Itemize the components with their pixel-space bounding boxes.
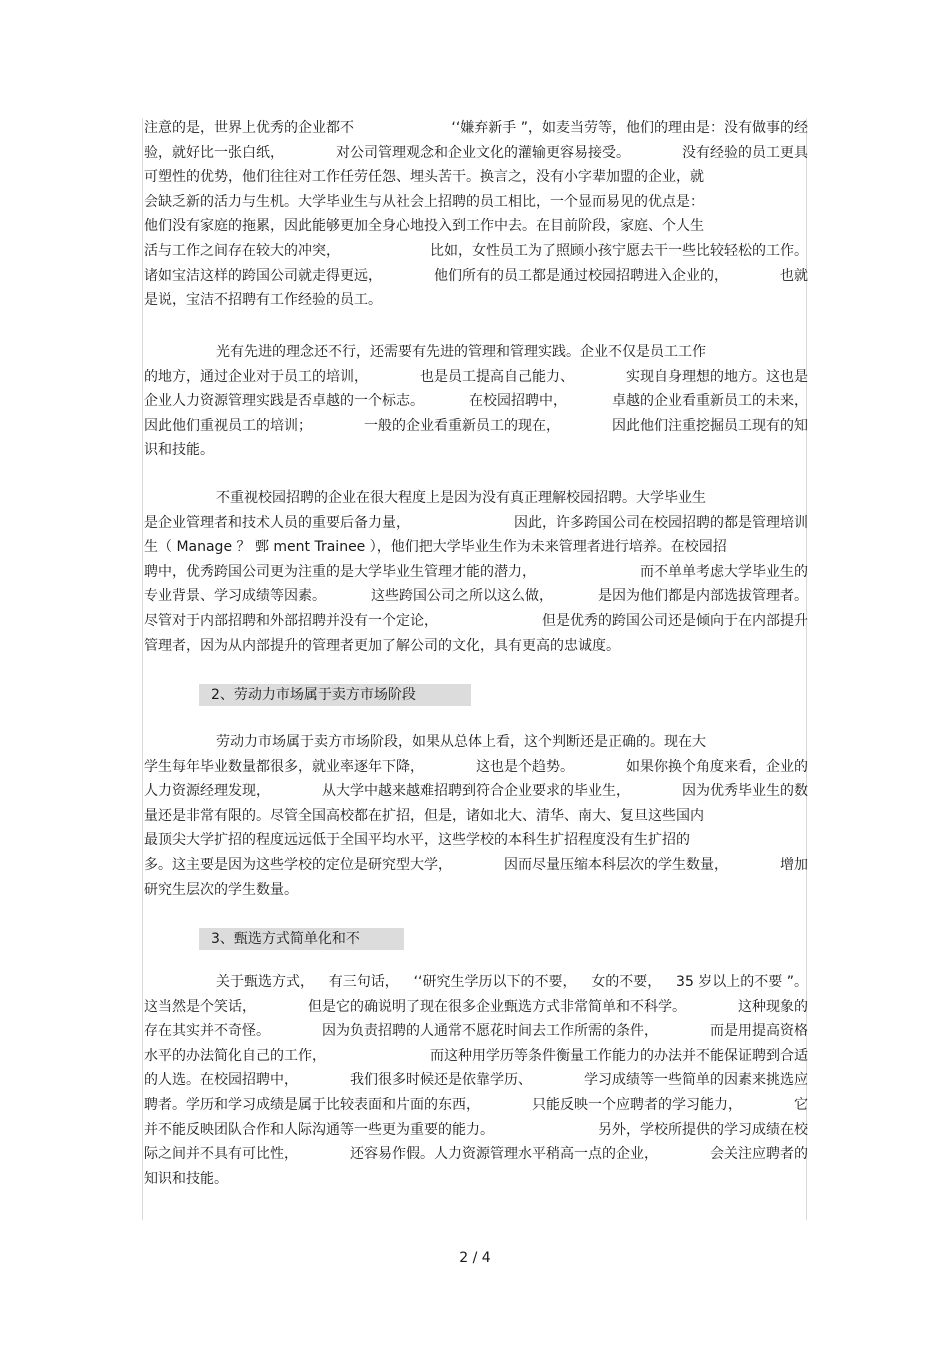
paragraph-line (144, 1167, 808, 1191)
section-heading: 3、甄选方式简单化和不 (199, 928, 404, 950)
text-segment: 这种现象的 (738, 998, 808, 1015)
text-segment: 他们所有的员工都是通过校园招聘进入企业的， (434, 267, 728, 284)
text-segment: 尽管对于内部招聘和外部招聘并没有一个定论， (144, 613, 438, 629)
paragraph-line (144, 1044, 808, 1068)
text-segment: 并不能反映团队合作和人际沟通等一些更为重要的能力。 (144, 1121, 494, 1138)
text-segment: 识和技能。 (144, 442, 214, 459)
text-segment: 是说，宝洁不招聘有工作经验的员工。 (144, 292, 382, 309)
text-segment: 学习成绩等一些简单的因素来挑选应 (584, 1072, 808, 1089)
paragraph-line (144, 609, 808, 633)
text-segment: 35 岁以上的不要 ”。 (676, 974, 808, 990)
paragraph-line (144, 1093, 808, 1117)
text-segment: 的人选。在校园招聘中， (144, 1072, 298, 1089)
text-segment: 他们没有家庭的拖累，因此能够更加全身心地投入到工作中去。在目前阶段，家庭、个人生 (144, 218, 704, 235)
text-segment: 学生每年毕业数量都很多，就业率逐年下降， (144, 758, 424, 775)
text-segment: 最顶尖大学扩招的程度远远低于全国平均水平，这些学校的本科生扩招程度没有生扩招的 (144, 832, 690, 849)
text-segment: 这也是个趋势。 (476, 758, 574, 775)
text-segment: 一般的企业看重新员工的现在， (364, 417, 560, 434)
text-segment: 还容易作假。人力资源管理水平稍高一点的企业， (350, 1146, 658, 1163)
text-segment: 因此他们注重挖掘员工现有的知 (612, 417, 808, 434)
text-segment: 可塑性的优势，他们往往对工作任劳任怨、埋头苦干。换言之，没有小字辈加盟的企业，就 (144, 169, 704, 186)
text-segment: 管理者，因为从内部提升的管理者更加了解公司的文化，具有更高的忠诚度。 (144, 637, 620, 654)
text-segment: 而不单单考虑大学毕业生的 (640, 563, 808, 580)
text-segment: 是因为他们都是内部选拔管理者。 (598, 588, 808, 605)
paragraph-line (144, 438, 808, 462)
paragraph-line (144, 511, 808, 535)
text-segment: 因为优秀毕业生的数 (682, 783, 808, 800)
paragraph-line (144, 878, 808, 902)
paragraph-line (144, 239, 808, 263)
paragraph-line (216, 486, 808, 510)
text-segment: 如果你换个角度来看，企业的 (626, 758, 808, 775)
text-segment: 劳动力市场属于卖方市场阶段，如果从总体上看，这个判断还是正确的。现在大 (216, 734, 706, 750)
text-segment: 企业人力资源管理实践是否卓越的一个标志。 (144, 393, 424, 410)
paragraph-line (144, 214, 808, 238)
paragraph-line (144, 634, 808, 658)
text-segment: 知识和技能。 (144, 1170, 228, 1187)
text-segment: ‘‘嫌弃新手 ”，如麦当劳等，他们的理由是：没有做事的经 (451, 120, 808, 136)
text-segment: 这些跨国公司之所以这么做， (371, 588, 553, 605)
text-segment: 会缺乏新的活力与生机。大学毕业生与从社会上招聘的员工相比，一个显而易见的优点是： (144, 193, 704, 210)
paragraph-line (144, 804, 808, 828)
left-margin-line (142, 118, 143, 1220)
text-segment: 生（ Manage ？ 鄄 ment Trainee ），他们把大学毕业生作为未来管理者进行培养。在校园招 (144, 539, 727, 556)
text-segment: 验，就好比一张白纸， (144, 144, 284, 161)
text-segment: 这当然是个笑话， (144, 998, 256, 1015)
paragraph-line (144, 584, 808, 608)
text-segment: 光有先进的理念还不行，还需要有先进的管理和管理实践。企业不仅是员工工作 (216, 344, 706, 360)
section-heading: 2、劳动力市场属于卖方市场阶段 (199, 684, 471, 706)
paragraph-line (144, 1068, 808, 1092)
text-segment: 但是它的确说明了现在很多企业甄选方式非常简单和不科学。 (308, 998, 686, 1015)
text-segment: 会关注应聘者的 (710, 1146, 808, 1163)
text-segment: 是企业管理者和技术人员的重要后备力量， (144, 514, 410, 531)
text-segment: 也是员工提高自己能力、 (420, 368, 574, 385)
text-segment: 没有经验的员工更具 (682, 144, 808, 161)
paragraph-line (144, 116, 808, 140)
paragraph-line (216, 970, 808, 994)
text-segment: 不重视校园招聘的企业在很大程度上是因为没有真正理解校园招聘。大学毕业生 (216, 490, 706, 506)
paragraph-line (144, 995, 808, 1019)
paragraph-line (144, 414, 808, 438)
page-number: 2 / 4 (459, 1250, 491, 1266)
text-segment: 聘者。学历和学习成绩是属于比较表面和片面的东西， (144, 1097, 480, 1113)
text-segment: 另外，学校所提供的学习成绩在校 (598, 1121, 808, 1138)
paragraph-line (144, 853, 808, 877)
text-segment: 比如，女性员工为了照顾小孩宁愿去干一些比较轻松的工作。 (430, 243, 808, 259)
text-segment: 专业背景、学习成绩等因素。 (144, 588, 326, 605)
paragraph-line (144, 1118, 808, 1142)
text-segment: 因而尽量压缩本科层次的学生数量， (504, 857, 728, 873)
text-segment: 我们很多时候还是依靠学历、 (350, 1072, 532, 1089)
text-segment: 而这种用学历等条件衡量工作能力的办法并不能保证聘到合适 (430, 1047, 808, 1064)
text-segment: 也就 (780, 267, 808, 284)
text-segment: 在校园招聘中， (469, 393, 567, 410)
text-segment: 存在其实并不奇怪。 (144, 1023, 270, 1040)
text-segment: 多。这主要是因为这些学校的定位是研究型大学， (144, 857, 452, 873)
text-segment: 有三句话， (328, 974, 399, 990)
text-segment: 诸如宝洁这样的跨国公司就走得更远， (144, 267, 382, 284)
paragraph-line (144, 190, 808, 214)
text-segment: 注意的是，世界上优秀的企业都不 (144, 120, 354, 136)
paragraph-line (216, 340, 808, 364)
text-segment: 而是用提高资格 (710, 1023, 808, 1040)
text-segment: 实现自身理想的地方。这也是 (626, 368, 808, 385)
paragraph-line (216, 730, 808, 754)
paragraph-line (144, 779, 808, 803)
text-segment: 量还是非常有限的。尽管全国高校都在扩招，但是，诸如北大、清华、南大、复旦这些国内 (144, 807, 704, 824)
text-segment: 关于甄选方式， (216, 974, 314, 990)
text-segment: 研究生层次的学生数量。 (144, 881, 298, 898)
paragraph-line (144, 365, 808, 389)
text-segment: 从大学中越来越难招聘到符合企业要求的毕业生， (322, 783, 630, 800)
text-segment: ‘‘研究生学历以下的不要， (413, 974, 577, 990)
paragraph-line (144, 1019, 808, 1043)
text-segment: 因此，许多跨国公司在校园招聘的都是管理培训 (514, 514, 808, 531)
text-segment: 女的不要， (591, 974, 662, 990)
text-segment: 因为负责招聘的人通常不愿花时间去工作所需的条件， (322, 1023, 658, 1040)
text-segment: 水平的办法简化自己的工作， (144, 1047, 326, 1064)
text-segment: 它 (794, 1097, 808, 1113)
paragraph-line (144, 389, 808, 413)
text-segment: 增加 (780, 857, 808, 873)
text-segment: 只能反映一个应聘者的学习能力， (532, 1097, 742, 1113)
text-segment: 卓越的企业看重新员工的未来， (612, 393, 808, 410)
paragraph-line (144, 828, 808, 852)
text-segment: 际之间并不具有可比性， (144, 1146, 298, 1163)
paragraph-line (144, 264, 808, 288)
paragraph-line (144, 141, 808, 165)
paragraph-line (144, 1142, 808, 1166)
text-segment: 人力资源经理发现， (144, 783, 270, 800)
paragraph-line (144, 288, 808, 312)
paragraph-line (144, 755, 808, 779)
text-segment: 聘中，优秀跨国公司更为注重的是大学毕业生管理才能的潜力， (144, 563, 536, 580)
paragraph-line (144, 560, 808, 584)
text-segment: 因此他们重视员工的培训； (144, 417, 312, 434)
paragraph-line (144, 165, 808, 189)
text-segment: 但是优秀的跨国公司还是倾向于在内部提升 (542, 613, 808, 629)
text-segment: 对公司管理观念和企业文化的灌输更容易接受。 (336, 144, 630, 161)
text-segment: 的地方，通过企业对于员工的培训， (144, 368, 368, 385)
text-segment: 活与工作之间存在较大的冲突， (144, 243, 340, 259)
paragraph-line (144, 535, 808, 559)
